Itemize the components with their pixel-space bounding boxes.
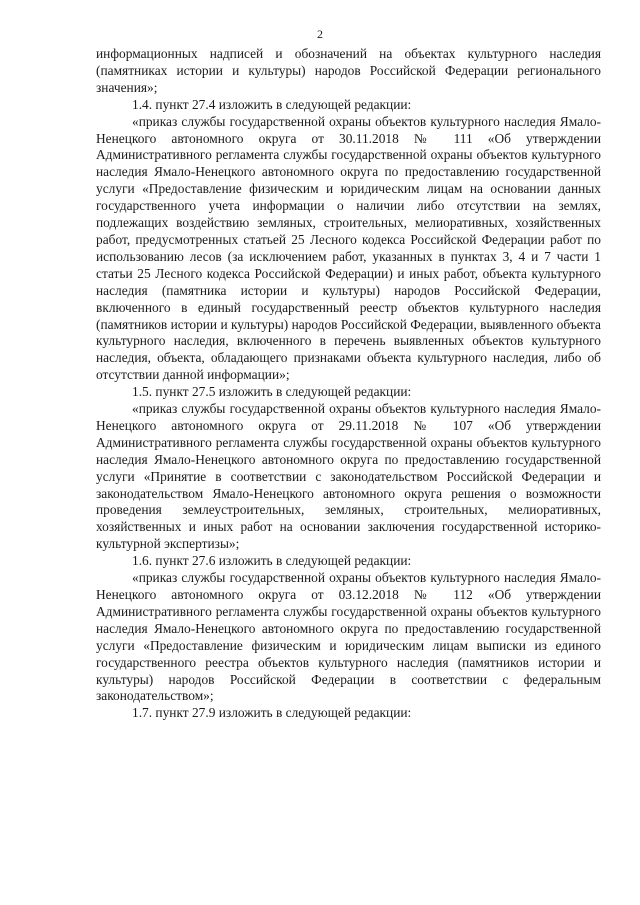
- paragraph-item-1-5-heading: 1.5. пункт 27.5 изложить в следующей редакции:: [132, 384, 412, 400]
- paragraph-item-1-4-heading: 1.4. пункт 27.4 изложить в следующей редакции:: [132, 96, 412, 112]
- document-body: [96, 46, 601, 722]
- paragraph-item-1-6-text: «приказ службы государственной охраны объектов культурного наследия Ямало-Ненецкого автономного округа от 03.12.2018 № 112 «Об утверждении Административного регламента службы государственной охраны объектов культурного наследия Ямало-Ненецкого автономного округа по предоставлению государственной услуги «Предоставление физическим и юридическим лицам выписки из единого государственного реестра объектов культурного наследия (памятников истории и культуры) народов Российской Федерации в соответствии с федеральным законодательством»;: [96, 570, 601, 704]
- paragraph-item-1-4-text: «приказ службы государственной охраны объектов культурного наследия Ямало-Ненецкого автономного округа от 30.11.2018 № 111 «Об утверждении Административного регламента службы государственной охраны объектов культурного наследия Ямало-Ненецкого автономного округа по предоставлению государственной услуги «Предоставление физическим и юридическим лицам на основании данных государственного учета информации о наличии либо отсутствии на землях, подлежащих воздействию земляных, строительных, мелиоративных, хозяйственных работ, предусмотренных статьей 25 Лесного кодекса Российской Федерации работ по использованию лесов (за исключением работ, указанных в пунктах 3, 4 и 7 части 1 статьи 25 Лесного кодекса Российской Федерации) и иных работ, объекта культурного наследия (памятника истории и культуры) народов Российской Федерации, включенного в единый государственный реестр объектов культурного наследия (памятников истории и культуры) народов Российской Федерации, выявленного объекта культурного наследия, включенного в перечень выявленных объектов культурного наследия, объекта, обладающего признаками объекта культурного наследия, либо об отсутствии данной информации»;: [96, 113, 601, 383]
- page-number: 2: [317, 27, 323, 41]
- paragraph-item-1-7-heading: 1.7. пункт 27.9 изложить в следующей редакции:: [132, 705, 412, 721]
- paragraph-item-1-5-text: «приказ службы государственной охраны объектов культурного наследия Ямало-Ненецкого автономного округа от 29.11.2018 № 107 «Об утверждении Административного регламента службы государственной охраны объектов культурного наследия Ямало-Ненецкого автономного округа по предоставлению государственной услуги «Принятие в соответствии с законодательством Российской Федерации и законодательством Ямало-Ненецкого автономного округа решения о возможности проведения землеустроительных, земляных, строительных, мелиоративных, хозяйственных и иных работ на основании заключения государственной историко-культурной экспертизы»;: [96, 401, 601, 552]
- paragraph-continuation: информационных надписей и обозначений на объектах культурного наследия (памятниках истории и культуры) народов Российской Федерации регионального значения»;: [96, 46, 601, 95]
- paragraph-item-1-6-heading: 1.6. пункт 27.6 изложить в следующей редакции:: [132, 553, 412, 569]
